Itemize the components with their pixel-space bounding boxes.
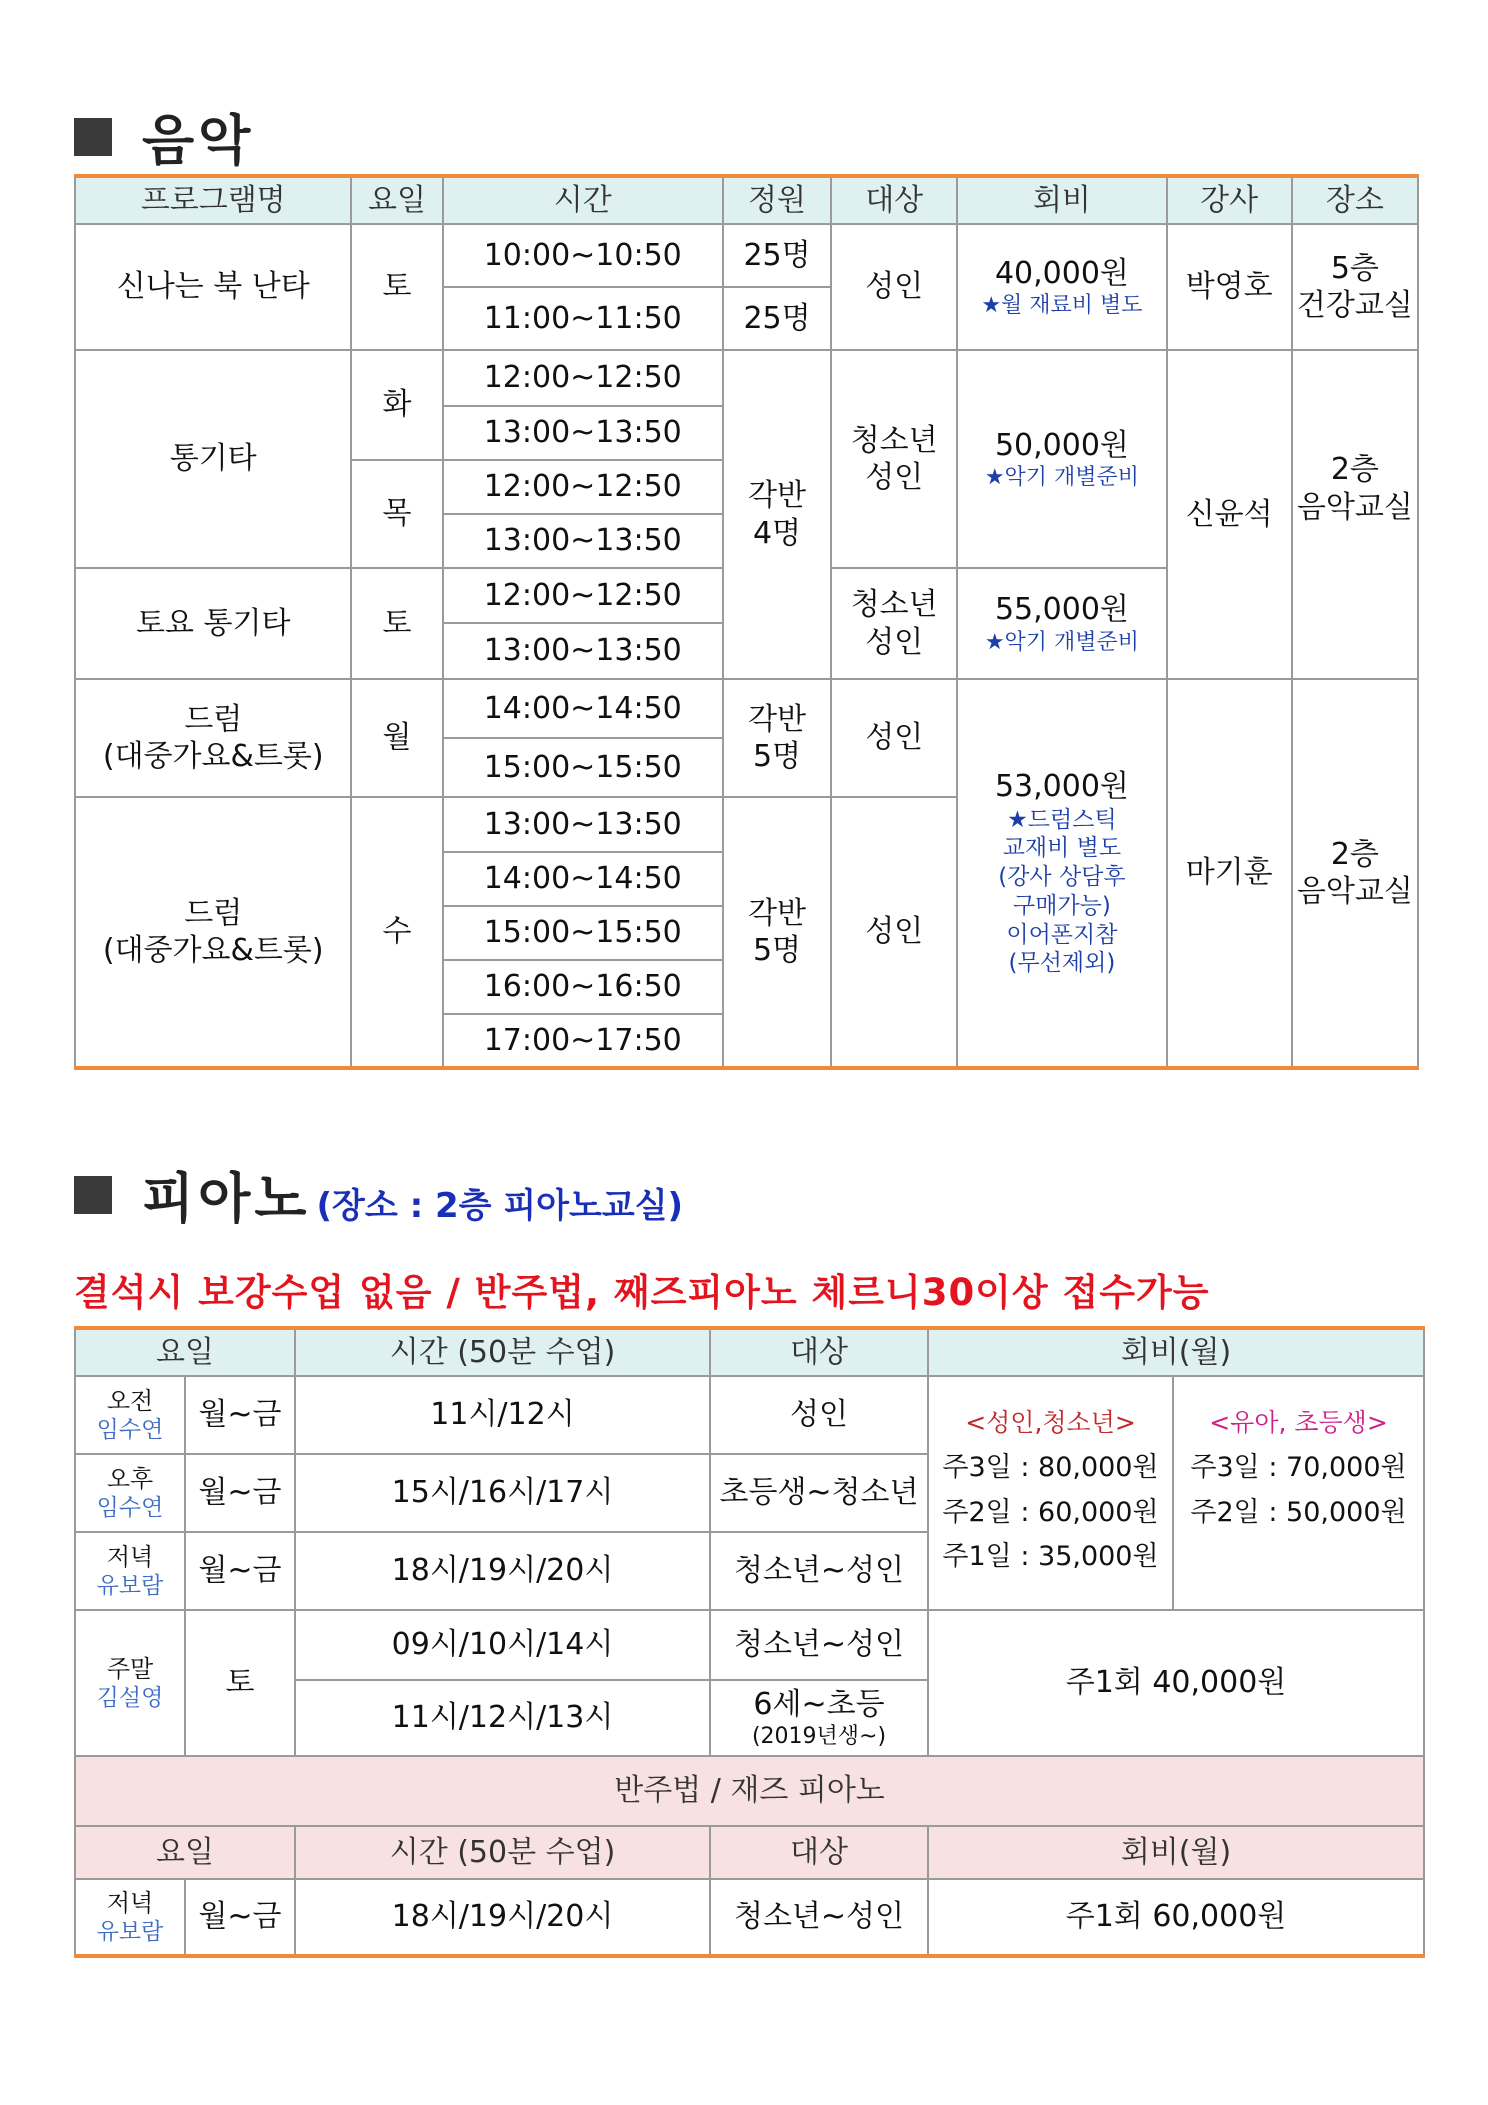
program-name: 통기타 — [75, 350, 351, 568]
place-floor: 2층 — [1330, 836, 1379, 872]
time-cell: 11시/12시 — [295, 1376, 710, 1454]
piano-table — [74, 1326, 1425, 1958]
time-cell: 13:00~13:50 — [443, 514, 723, 568]
teacher-cell: 신윤석 — [1167, 350, 1292, 679]
time-cell: 11시/12시/13시 — [295, 1680, 710, 1756]
fee-cell — [957, 679, 1166, 1068]
program-name-line2: (대중가요&트롯) — [102, 739, 324, 774]
fee-note: 구매가능) — [1013, 892, 1111, 919]
time-cell: 12:00~12:50 — [443, 568, 723, 623]
weekend-fee-cell: 주1회 40,000원 — [928, 1610, 1424, 1756]
program-name: 신나는 북 난타 — [75, 224, 351, 350]
fee-note: (무선제외) — [1008, 950, 1116, 977]
place-room: 음악교실 — [1296, 489, 1413, 525]
slot-cell — [75, 1610, 185, 1756]
day-cell: 월~금 — [185, 1376, 295, 1454]
header-day: 요일 — [351, 176, 442, 224]
program-day: 토 — [351, 568, 442, 679]
capacity-cell: 25명 — [723, 287, 831, 350]
program-name — [75, 679, 351, 797]
slot-teacher: 유보람 — [96, 1918, 164, 1945]
header-program: 프로그램명 — [75, 176, 351, 224]
target-cell: 청소년 성인 — [831, 350, 957, 568]
header-time: 시간 — [443, 176, 723, 224]
fee-note: ★악기 개별준비 — [984, 629, 1140, 655]
music-header-row — [75, 176, 1418, 224]
program-name-line1: 드럼 — [184, 895, 243, 931]
capacity-cell: 각반 5명 — [723, 797, 831, 1068]
time-cell: 18시/19시/20시 — [295, 1879, 710, 1956]
music-heading — [74, 98, 254, 175]
slot-label: 저녁 — [106, 1542, 154, 1571]
slot-cell — [75, 1532, 185, 1610]
time-cell: 15:00~15:50 — [443, 738, 723, 797]
jazz-title: 반주법 / 재즈 피아노 — [75, 1756, 1424, 1826]
program-name: 토요 통기타 — [75, 568, 351, 679]
table-row — [75, 1376, 1424, 1454]
capacity-cell: 각반 5명 — [723, 679, 831, 797]
target-note: (2019년생~) — [751, 1724, 887, 1749]
music-title: 음악 — [142, 109, 255, 172]
time-cell: 10:00~10:50 — [443, 224, 723, 287]
header-fee: 회비 — [957, 176, 1166, 224]
piano-notice: 결석시 보강수업 없음 / 반주법, 째즈피아노 체르니30이상 접수가능 — [74, 1271, 1210, 1314]
slot-teacher: 임수연 — [96, 1494, 164, 1521]
day-cell: 월~금 — [185, 1454, 295, 1532]
time-cell: 16:00~16:50 — [443, 960, 723, 1014]
fee-note: ★월 재료비 별도 — [981, 293, 1143, 318]
fee-line: 주2일 : 50,000원 — [1190, 1496, 1407, 1528]
day-cell: 월~금 — [185, 1532, 295, 1610]
jazz-header-row — [75, 1826, 1424, 1879]
header-fee: 회비(월) — [928, 1328, 1424, 1376]
header-time: 시간 (50분 수업) — [295, 1826, 710, 1879]
fee-note: ★악기 개별준비 — [984, 465, 1140, 490]
table-row — [75, 224, 1418, 287]
piano-title: 피아노 — [142, 1167, 311, 1230]
target-cell — [710, 1680, 928, 1756]
fee-amount: 40,000원 — [994, 255, 1129, 291]
capacity-cell: 25명 — [723, 224, 831, 287]
place-room: 건강교실 — [1296, 288, 1413, 323]
slot-teacher: 유보람 — [96, 1572, 164, 1599]
target-label: 6세~초등 — [753, 1686, 885, 1722]
teacher-cell: 박영호 — [1167, 224, 1292, 350]
program-day: 토 — [351, 224, 442, 350]
program-day: 화 — [351, 350, 442, 460]
teacher-cell: 마기훈 — [1167, 679, 1292, 1068]
place-floor: 2층 — [1330, 452, 1379, 487]
time-cell: 12:00~12:50 — [443, 350, 723, 406]
table-row — [75, 1879, 1424, 1956]
header-day: 요일 — [75, 1328, 295, 1376]
time-cell: 15:00~15:50 — [443, 906, 723, 960]
square-bullet-icon — [74, 1176, 112, 1214]
time-cell: 17:00~17:50 — [443, 1014, 723, 1068]
header-place: 장소 — [1292, 176, 1418, 224]
time-cell: 13:00~13:50 — [443, 406, 723, 460]
target-cell: 성인 — [710, 1376, 928, 1454]
piano-location: (장소 : 2층 피아노교실) — [316, 1186, 684, 1226]
slot-label: 오전 — [106, 1386, 154, 1415]
program-day: 수 — [351, 797, 442, 1068]
target-cell: 초등생~청소년 — [710, 1454, 928, 1532]
header-capacity: 정원 — [723, 176, 831, 224]
fee-line: 주3일 : 80,000원 — [942, 1452, 1159, 1484]
piano-header-row — [75, 1328, 1424, 1376]
place-cell — [1292, 224, 1418, 350]
fee-cell — [957, 350, 1166, 568]
program-day: 월 — [351, 679, 442, 797]
header-target: 대상 — [710, 1826, 928, 1879]
time-cell: 15시/16시/17시 — [295, 1454, 710, 1532]
fee-amount: 53,000원 — [994, 769, 1129, 804]
slot-teacher: 김설영 — [96, 1684, 164, 1711]
header-target: 대상 — [831, 176, 957, 224]
square-bullet-icon — [74, 118, 112, 156]
target-cell: 성인 — [831, 224, 957, 350]
target-cell: 청소년~성인 — [710, 1879, 928, 1956]
time-cell: 12:00~12:50 — [443, 460, 723, 514]
header-time: 시간 (50분 수업) — [295, 1328, 710, 1376]
fee-amount: 50,000원 — [994, 427, 1129, 463]
fee-child-cell — [1173, 1376, 1424, 1610]
fee-adult-heading: <성인,청소년> — [965, 1408, 1136, 1437]
header-day: 요일 — [75, 1826, 295, 1879]
time-cell: 14:00~14:50 — [443, 852, 723, 906]
place-cell — [1292, 679, 1418, 1068]
fee-line: 주1일 : 35,000원 — [942, 1541, 1159, 1573]
slot-cell — [75, 1454, 185, 1532]
fee-note: 이어폰지참 — [1006, 921, 1118, 948]
program-day: 목 — [351, 460, 442, 568]
fee-amount: 55,000원 — [994, 592, 1129, 627]
header-target: 대상 — [710, 1328, 928, 1376]
fee-cell — [957, 568, 1166, 679]
target-cell: 청소년~성인 — [710, 1532, 928, 1610]
slot-teacher: 임수연 — [96, 1416, 164, 1443]
time-cell: 11:00~11:50 — [443, 287, 723, 350]
table-row — [75, 1610, 1424, 1680]
day-cell: 토 — [185, 1610, 295, 1756]
piano-heading — [74, 1156, 683, 1233]
program-name — [75, 797, 351, 1068]
slot-cell — [75, 1879, 185, 1956]
place-floor: 5층 — [1330, 250, 1379, 286]
capacity-cell: 각반 4명 — [723, 350, 831, 679]
place-room: 음악교실 — [1296, 874, 1413, 909]
slot-label: 주말 — [106, 1654, 154, 1683]
fee-cell — [957, 224, 1166, 350]
time-cell: 18시/19시/20시 — [295, 1532, 710, 1610]
time-cell: 14:00~14:50 — [443, 679, 723, 738]
fee-line: 주2일 : 60,000원 — [942, 1496, 1159, 1528]
time-cell: 09시/10시/14시 — [295, 1610, 710, 1680]
place-cell — [1292, 350, 1418, 679]
time-cell: 13:00~13:50 — [443, 797, 723, 852]
fee-child-heading: <유아, 초등생> — [1209, 1408, 1388, 1437]
slot-cell — [75, 1376, 185, 1454]
table-row — [75, 350, 1418, 406]
music-table — [74, 174, 1419, 1070]
target-cell: 성인 — [831, 679, 957, 797]
fee-cell: 주1회 60,000원 — [928, 1879, 1424, 1956]
target-cell: 성인 — [831, 797, 957, 1068]
target-cell: 청소년 성인 — [831, 568, 957, 679]
day-cell: 월~금 — [185, 1879, 295, 1956]
target-cell: 청소년~성인 — [710, 1610, 928, 1680]
slot-label: 저녁 — [106, 1888, 154, 1917]
header-teacher: 강사 — [1167, 176, 1292, 224]
program-name-line2: (대중가요&트롯) — [102, 933, 324, 968]
header-fee: 회비(월) — [928, 1826, 1424, 1879]
fee-note: 교재비 별도 — [1002, 835, 1122, 862]
jazz-title-row — [75, 1756, 1424, 1826]
fee-note: ★드럼스틱 — [1007, 806, 1117, 833]
fee-adult-cell — [928, 1376, 1173, 1610]
fee-note: (강사 상담후 — [998, 864, 1126, 890]
time-cell: 13:00~13:50 — [443, 623, 723, 679]
fee-line: 주3일 : 70,000원 — [1190, 1452, 1407, 1484]
table-row — [75, 679, 1418, 738]
program-name-line1: 드럼 — [184, 701, 243, 737]
slot-label: 오후 — [106, 1464, 154, 1493]
